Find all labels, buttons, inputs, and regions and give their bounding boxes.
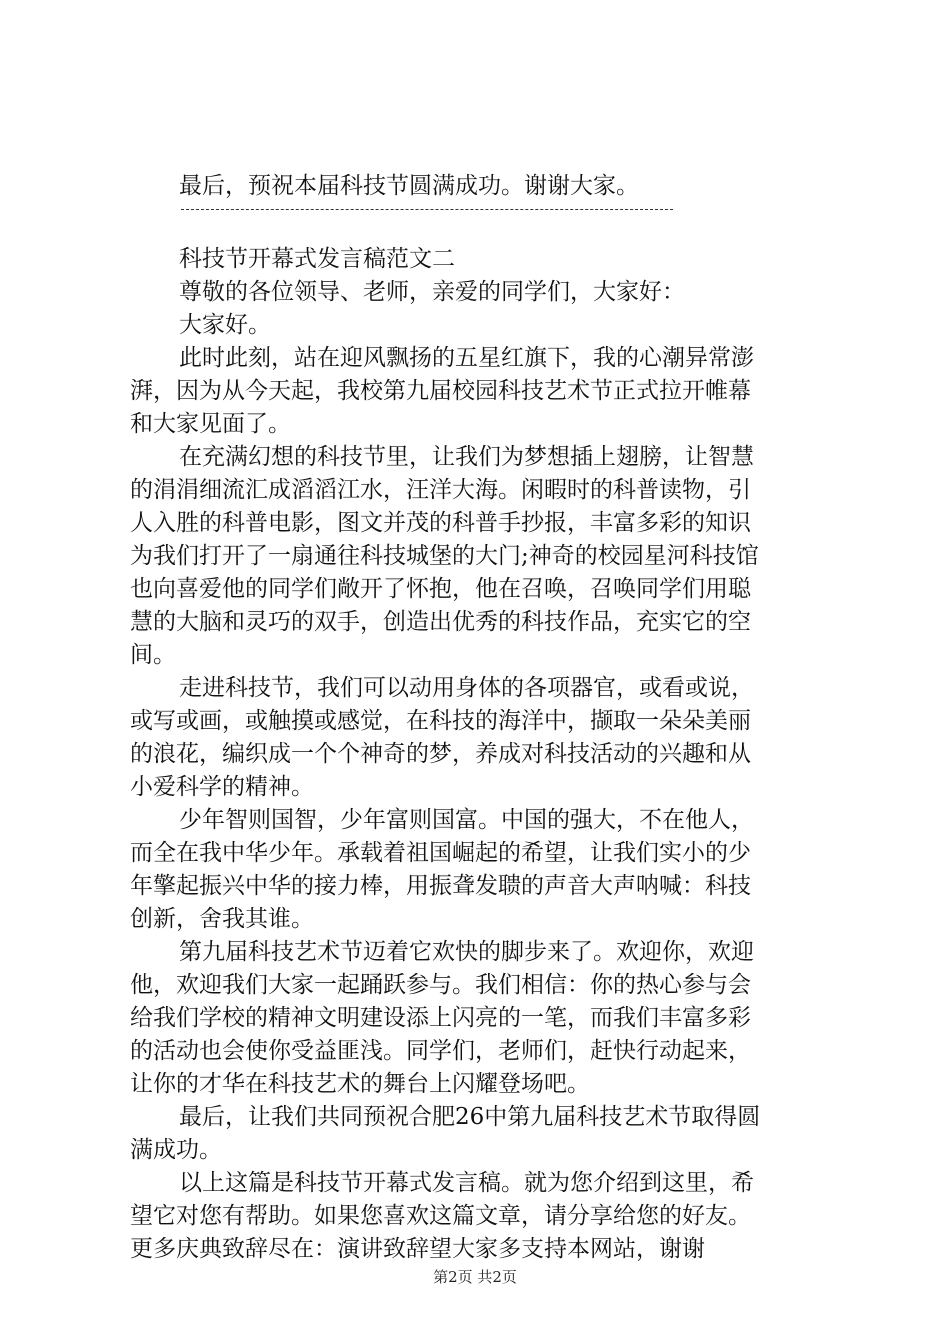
paragraph-line: 湃，因为从今天起，我校第九届校园科技艺术节正式拉开帷幕	[130, 378, 751, 404]
paragraph-line: 让你的才华在科技艺术的舞台上闪耀登场吧。	[130, 1071, 590, 1097]
paragraph-line: 间。	[130, 642, 176, 668]
paragraph-line: 人入胜的科普电影，图文并茂的科普手抄报，丰富多彩的知识	[130, 510, 751, 536]
document-body	[130, 170, 835, 1266]
paragraph-line: 创新，舍我其谁。	[130, 906, 314, 932]
paragraph-line: 而全在我中华少年。承载着祖国崛起的希望，让我们实小的少	[130, 840, 751, 866]
paragraph-line: 的涓涓细流汇成滔滔江水，汪洋大海。闲暇时的科普读物，引	[130, 477, 751, 503]
paragraph-line: 慧的大脑和灵巧的双手，创造出优秀的科技作品，充实它的空	[130, 609, 751, 635]
paragraph-line: 走进科技节，我们可以动用身体的各项器官，或看或说，	[179, 675, 754, 701]
paragraph-line: 的活动也会使你受益匪浅。同学们，老师们，赶快行动起来，	[130, 1038, 751, 1064]
paragraph-line: 满成功。	[130, 1137, 222, 1163]
paragraph-line: 第九届科技艺术节迈着它欢快的脚步来了。欢迎你，欢迎	[179, 939, 754, 965]
paragraph-line: 和大家见面了。	[130, 411, 291, 437]
paragraph-line: 望它对您有帮助。如果您喜欢这篇文章，请分享给您的好友。	[130, 1203, 751, 1229]
page-footer: 第2页 共2页	[433, 1268, 517, 1286]
paragraph-line: 的浪花，编织成一个个神奇的梦，养成对科技活动的兴趣和从	[130, 741, 751, 767]
salutation: 尊敬的各位领导、老师，亲爱的同学们，大家好：	[179, 279, 685, 305]
closing-line-previous: 最后，预祝本届科技节圆满成功。谢谢大家。	[179, 173, 639, 199]
section-separator	[179, 203, 835, 215]
paragraph-line: 少年智则国智，少年富则国富。中国的强大，不在他人，	[179, 807, 754, 833]
paragraph-line: 此时此刻，站在迎风飘扬的五星红旗下，我的心潮异常澎	[179, 345, 754, 371]
paragraph-line: 也向喜爱他的同学们敞开了怀抱，他在召唤，召唤同学们用聪	[130, 576, 751, 602]
paragraph-line: 以上这篇是科技节开幕式发言稿。就为您介绍到这里，希	[179, 1170, 754, 1196]
paragraph-line: 小爱科学的精神。	[130, 774, 314, 800]
greeting: 大家好。	[179, 312, 271, 338]
paragraph-line: 或写或画，或触摸或感觉，在科技的海洋中，撷取一朵朵美丽	[130, 708, 751, 734]
paragraph-line: 最后，让我们共同预祝合肥26中第九届科技艺术节取得圆	[179, 1104, 761, 1130]
paragraph-line: 他，欢迎我们大家一起踊跃参与。我们相信：你的热心参与会	[130, 972, 751, 998]
section-title: 科技节开幕式发言稿范文二	[179, 246, 455, 272]
paragraph-line: 更多庆典致辞尽在：演讲致辞望大家多支持本网站，谢谢	[130, 1236, 705, 1262]
paragraphs-container	[130, 342, 835, 1266]
paragraph-line: 在充满幻想的科技节里，让我们为梦想插上翅膀，让智慧	[179, 444, 754, 470]
paragraph-line: 给我们学校的精神文明建设添上闪亮的一笔，而我们丰富多彩	[130, 1005, 751, 1031]
paragraph-line: 为我们打开了一扇通往科技城堡的大门;神奇的校园星河科技馆	[130, 543, 759, 569]
paragraph-line: 年擎起振兴中华的接力棒，用振聋发聩的声音大声呐喊：科技	[130, 873, 751, 899]
